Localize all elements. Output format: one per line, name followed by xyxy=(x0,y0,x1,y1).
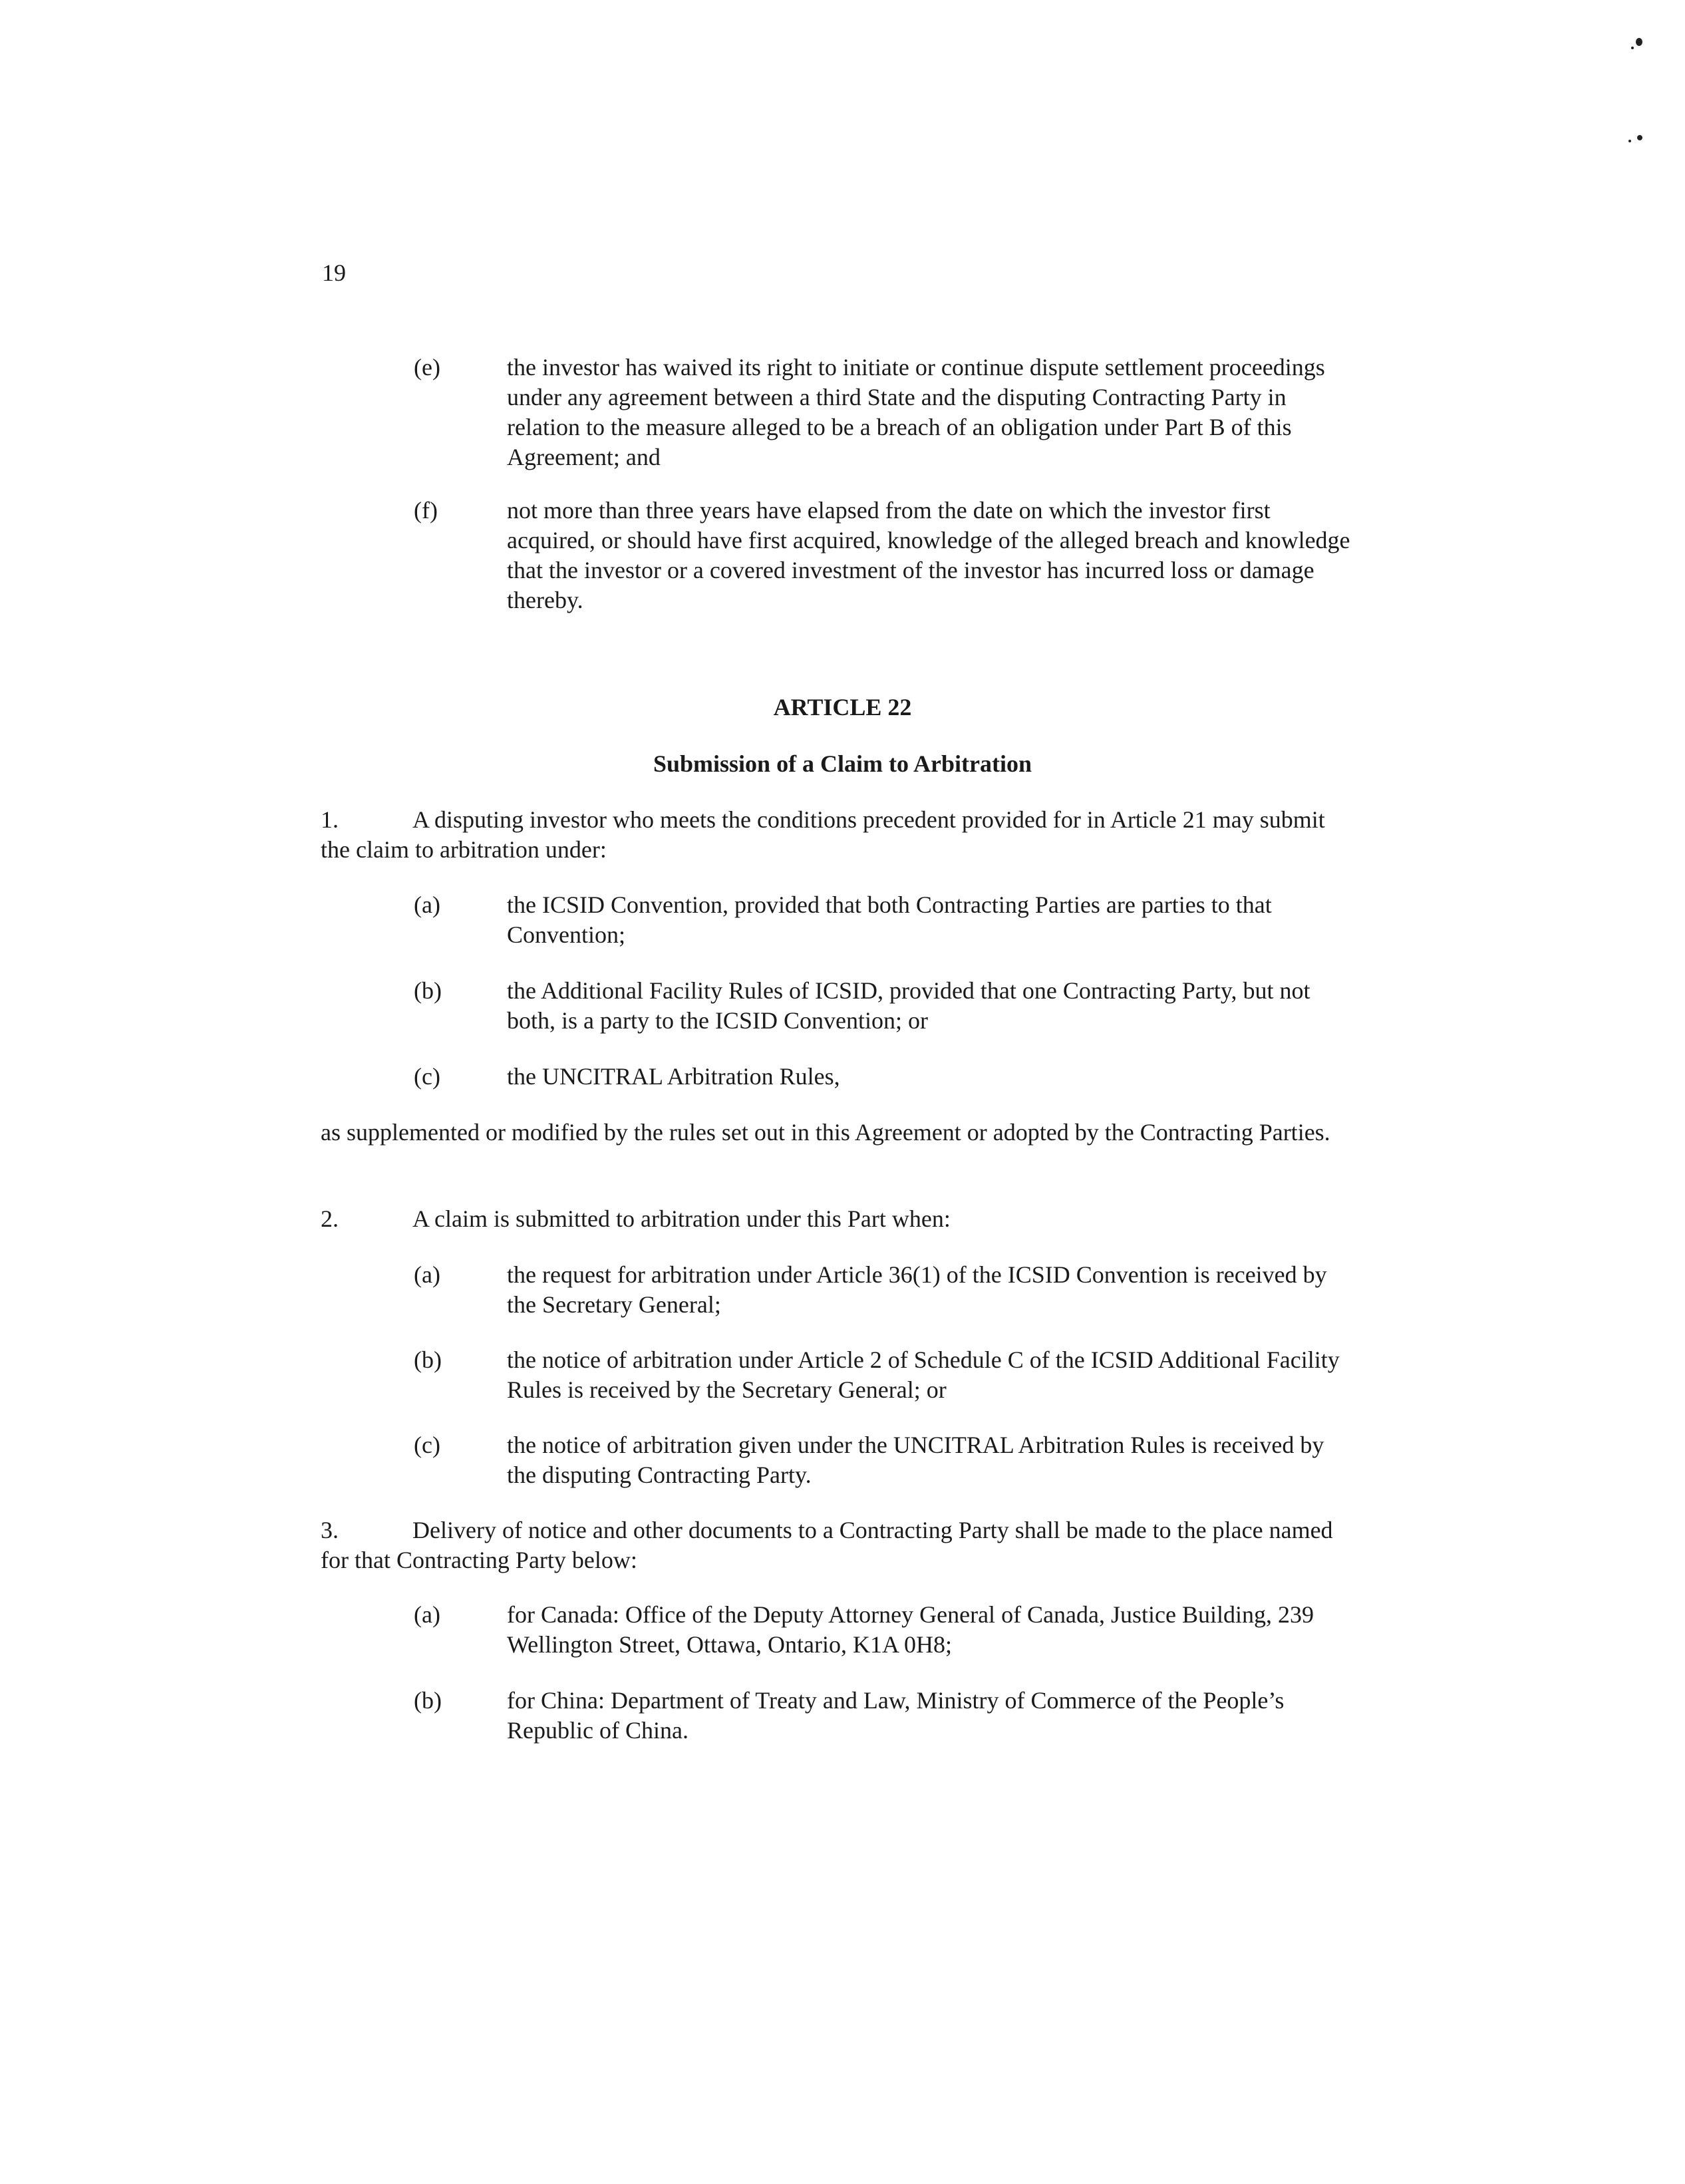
item-label: (a) xyxy=(414,891,440,918)
scan-speck xyxy=(1628,140,1631,142)
paragraph-1 xyxy=(321,805,1355,865)
scan-speck xyxy=(1631,47,1634,49)
paragraph-text: Delivery of notice and other documents to a Contracting Party shall be made to the place named for that Contracting Party below: xyxy=(321,1517,1333,1573)
item-label: (a) xyxy=(414,1601,440,1628)
paragraph-number: 2. xyxy=(321,1205,339,1232)
article-number: ARTICLE 22 xyxy=(773,694,912,720)
scan-speck xyxy=(1636,38,1642,46)
item-text: the request for arbitration under Article 36(1) of the ICSID Convention is received by the Secretary General; xyxy=(507,1261,1327,1318)
scan-speck xyxy=(1637,135,1642,140)
item-text: the UNCITRAL Arbitration Rules, xyxy=(507,1063,840,1090)
item-label: (c) xyxy=(414,1063,440,1090)
item-text: the ICSID Convention, provided that both Contracting Parties are parties to that Convention; xyxy=(507,891,1272,948)
item-label: (b) xyxy=(414,1346,442,1373)
item-text: for China: Department of Treaty and Law, Ministry of Commerce of the People’s Republic of China. xyxy=(507,1687,1285,1744)
paragraph-text: A disputing investor who meets the conditions precedent provided for in Article 21 may submit the claim to arbitration under: xyxy=(321,806,1325,863)
paragraph-1-closing: as supplemented or modified by the rules set out in this Agreement or adopted by the Contracting Parties. xyxy=(321,1119,1330,1146)
item-text: the notice of arbitration given under the UNCITRAL Arbitration Rules is received by the disputing Contracting Party. xyxy=(507,1432,1324,1488)
item-label: (b) xyxy=(414,977,442,1004)
item-text: the Additional Facility Rules of ICSID, provided that one Contracting Party, but not both, is a party to the ICSID Convention; or xyxy=(507,977,1310,1034)
paragraph-number: 1. xyxy=(321,806,339,833)
item-text: not more than three years have elapsed from the date on which the investor first acquired, or should have first acquired, knowledge of the alleged breach and knowledge that the investor or a covered investment of the investor has incurred loss or damage thereby. xyxy=(507,497,1350,613)
item-label: (b) xyxy=(414,1687,442,1714)
item-text: for Canada: Office of the Deputy Attorney General of Canada, Justice Building, 239 Wellington Street, Ottawa, Ontario, K1A 0H8; xyxy=(507,1601,1314,1658)
paragraph-3 xyxy=(321,1515,1355,1575)
item-text: the investor has waived its right to initiate or continue dispute settlement proceedings under any agreement between a third State and the disputing Contracting Party in relation to the measure alleged to be a breach of an obligation under Part B of this Agreement; and xyxy=(507,354,1325,470)
paragraph-2 xyxy=(321,1204,1355,1234)
item-label: (f) xyxy=(414,497,438,524)
item-label: (e) xyxy=(414,354,440,381)
item-text: the notice of arbitration under Article 2 of Schedule C of the ICSID Additional Facility Rules is received by the Secretary General; or xyxy=(507,1346,1340,1403)
item-label: (a) xyxy=(414,1261,440,1288)
item-label: (c) xyxy=(414,1432,440,1458)
paragraph-number: 3. xyxy=(321,1517,339,1543)
page-number: 19 xyxy=(322,259,346,286)
article-title: Submission of a Claim to Arbitration xyxy=(653,750,1032,777)
paragraph-text: A claim is submitted to arbitration under this Part when: xyxy=(412,1205,951,1232)
